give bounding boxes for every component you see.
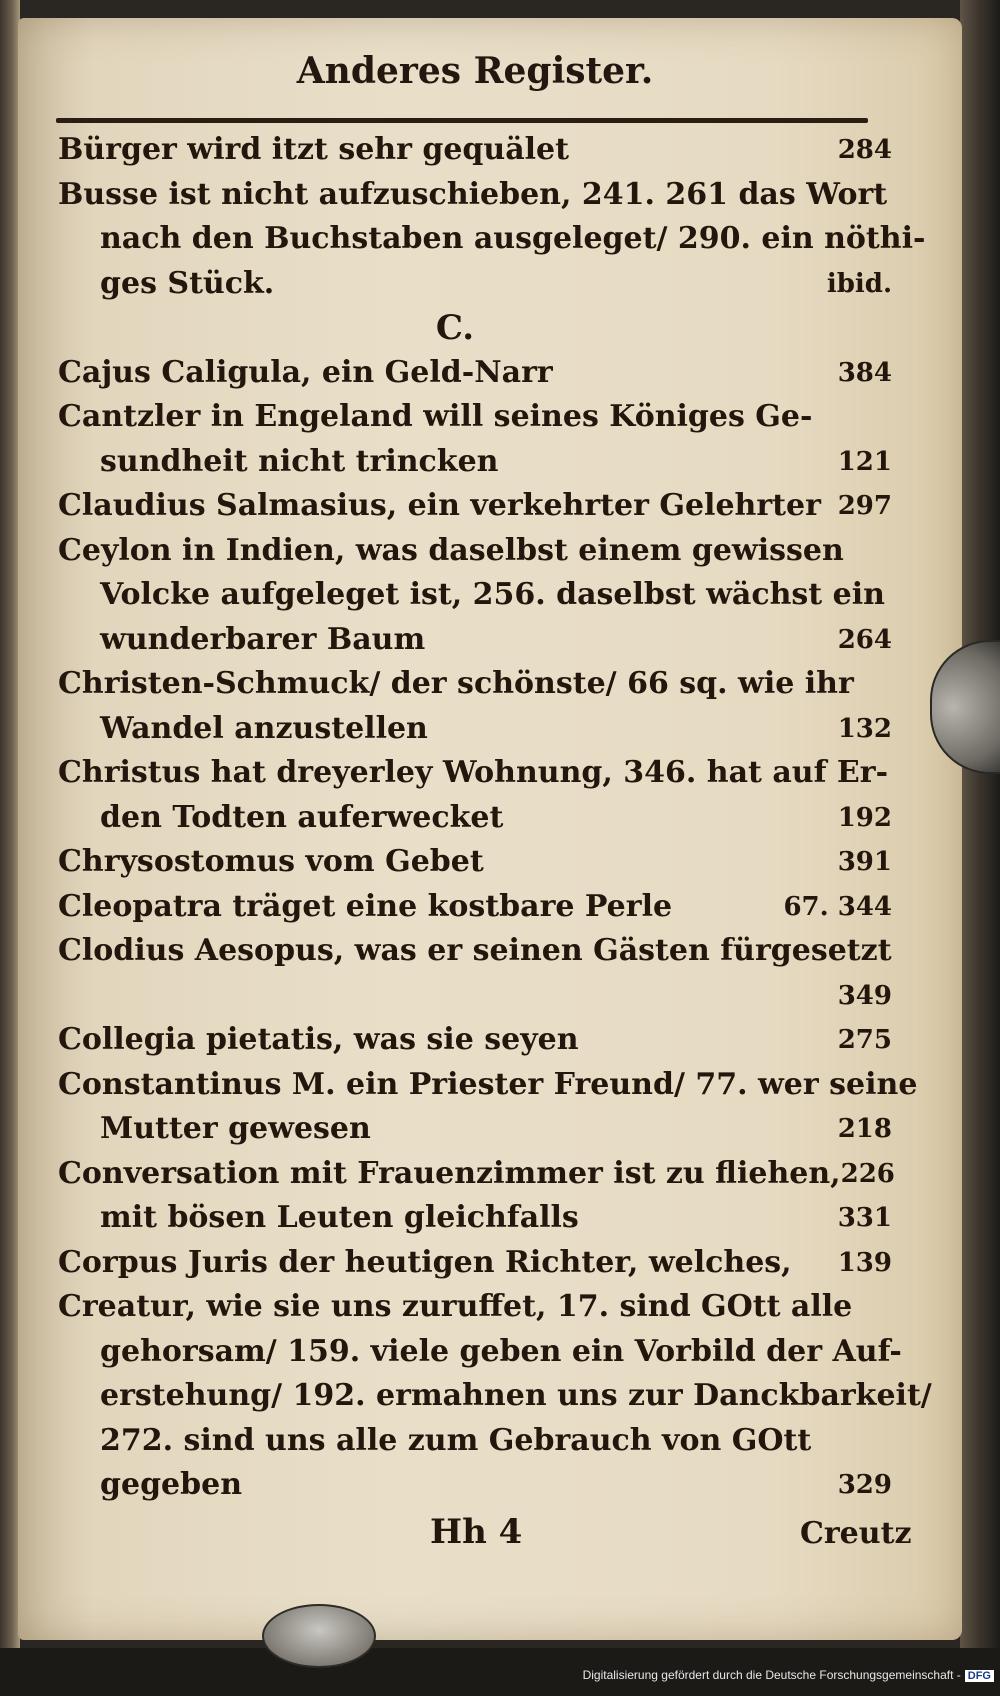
page-reference: 297 — [837, 491, 892, 521]
page-reference: 67. 344 — [783, 891, 892, 922]
entry-text: Ceylon in Indien, was daselbst einem gewissen — [58, 532, 844, 568]
entry-line — [58, 351, 892, 396]
entry-line — [58, 529, 892, 574]
page-reference: 349 — [837, 980, 892, 1011]
entry-line — [58, 1285, 892, 1330]
entry-line — [58, 840, 892, 885]
register-entry — [58, 1063, 918, 1152]
register-entry — [58, 484, 892, 529]
page-stack-edge — [960, 0, 1000, 1648]
entry-line — [58, 707, 892, 752]
register-entry — [58, 128, 892, 173]
entry-line — [58, 1196, 892, 1241]
register-entry — [58, 662, 892, 751]
page-reference: 329 — [837, 1470, 892, 1500]
register-entry — [58, 529, 892, 663]
register-entry — [58, 1285, 932, 1508]
entry-line — [58, 929, 892, 974]
page-reference: 264 — [837, 624, 892, 655]
entry-text: Constantinus M. ein Priester Freund/ 77. wer seine — [58, 1066, 918, 1102]
register-entry — [58, 885, 892, 930]
page-reference: 218 — [837, 1114, 892, 1144]
credit-text: Digitalisierung gefördert durch die Deutsche Forschungsgemeinschaft - — [582, 1668, 961, 1682]
entry-text: gehorsam/ 159. viele geben ein Vorbild der Auf- — [100, 1333, 902, 1369]
entry-line — [58, 1152, 895, 1197]
catchword: Creutz — [800, 1516, 912, 1551]
signature-mark: Hh 4 — [430, 1512, 523, 1552]
page-clip — [262, 1604, 376, 1668]
page-reference: 132 — [837, 713, 892, 744]
entry-line — [58, 885, 892, 930]
section-letter: C. — [435, 308, 475, 348]
entry-line — [58, 1463, 892, 1508]
register-entry — [58, 351, 892, 396]
register-entry — [58, 1018, 892, 1063]
page-reference: 192 — [837, 802, 892, 833]
entry-text: Creatur, wie sie uns zuruffet, 17. sind GOtt alle — [58, 1289, 853, 1324]
page-reference: ibid. — [826, 268, 892, 299]
head-rule — [56, 118, 868, 123]
entry-text: nach den Buchstaben ausgeleget/ 290. ein nöthi- — [100, 221, 926, 256]
entry-text: Conversation mit Frauenzimmer ist zu fliehen, — [58, 1155, 841, 1191]
entry-text: erstehung/ 192. ermahnen uns zur Danckbarkeit/ — [100, 1378, 932, 1413]
entry-text: Bürger wird itzt sehr gequälet — [58, 132, 569, 167]
dfg-logo: DFG — [965, 1670, 994, 1682]
register-entry — [58, 1152, 895, 1241]
page-reference: 226 — [840, 1158, 895, 1189]
entry-text: 272. sind uns alle zum Gebrauch von GOtt — [100, 1422, 812, 1458]
entry-line — [58, 173, 892, 218]
register-entry — [58, 395, 892, 484]
register-entry — [58, 173, 926, 307]
page-reference: 391 — [837, 847, 892, 877]
entry-line — [58, 440, 892, 485]
page-reference: 384 — [837, 357, 892, 388]
page-reference: 121 — [837, 446, 892, 477]
entry-text: Christen-Schmuck/ der schönste/ 66 sq. wie ihr — [58, 666, 854, 701]
entry-text: Mutter gewesen — [100, 1111, 371, 1146]
entry-line — [58, 1018, 892, 1063]
running-head: Anderes Register. — [296, 50, 654, 92]
entry-line — [58, 1063, 918, 1108]
entry-text: Christus hat dreyerley Wohnung, 346. hat auf Er- — [58, 755, 889, 790]
entry-line — [58, 573, 892, 618]
entry-text: den Todten auferwecket — [100, 799, 504, 835]
entry-text: Cantzler in Engeland will seines Königes Ge- — [58, 399, 813, 434]
entry-text: Wandel anzustellen — [100, 710, 428, 746]
entry-line — [58, 618, 892, 663]
entry-line — [58, 217, 926, 262]
entry-text: Busse ist nicht aufzuschieben, 241. 261 das Wort — [58, 176, 888, 212]
entry-text: Cajus Caligula, ein Geld-Narr — [58, 354, 553, 390]
register-entry — [58, 929, 892, 1018]
entry-line — [58, 484, 892, 529]
entry-text: gegeben — [100, 1467, 243, 1502]
entry-text: mit bösen Leuten gleichfalls — [100, 1200, 579, 1235]
entry-line — [58, 1241, 892, 1286]
page-reference: 139 — [837, 1247, 892, 1278]
register-entry — [58, 1241, 892, 1286]
digitization-credit — [0, 1668, 994, 1682]
entry-line — [58, 796, 892, 841]
entry-line — [58, 128, 892, 173]
entry-text: ges Stück. — [100, 265, 275, 301]
entry-text: Corpus Juris der heutigen Richter, welches, — [58, 1244, 792, 1280]
entry-line — [58, 1419, 892, 1464]
entry-text: Collegia pietatis, was sie seyen — [58, 1022, 579, 1057]
entry-line — [58, 262, 892, 307]
page-reference: 331 — [837, 1203, 892, 1233]
entry-line — [58, 1107, 892, 1152]
entry-line — [58, 1330, 902, 1375]
register-entry — [58, 751, 892, 840]
entry-text: Cleopatra träget eine kostbare Perle — [58, 888, 673, 924]
entry-line — [58, 751, 892, 796]
entry-line — [58, 1374, 932, 1419]
entry-text: Clodius Aesopus, was er seinen Gästen fürgesetzt — [58, 933, 892, 968]
page-reference: 284 — [837, 135, 892, 165]
entry-line — [58, 974, 892, 1019]
entry-text: Chrysostomus vom Gebet — [58, 844, 484, 879]
register-entry — [58, 840, 892, 885]
entry-text: wunderbarer Baum — [100, 621, 426, 657]
entry-line — [58, 395, 892, 440]
entry-line — [58, 662, 892, 707]
page-reference: 275 — [837, 1025, 892, 1055]
entry-text: Claudius Salmasius, ein verkehrter Gelehrter — [58, 488, 821, 523]
entry-text: Volcke aufgeleget ist, 256. daselbst wächst ein — [100, 577, 885, 612]
book-spine-edge — [0, 0, 20, 1648]
entry-text: sundheit nicht trincken — [100, 443, 499, 479]
register-entries — [58, 128, 932, 1508]
